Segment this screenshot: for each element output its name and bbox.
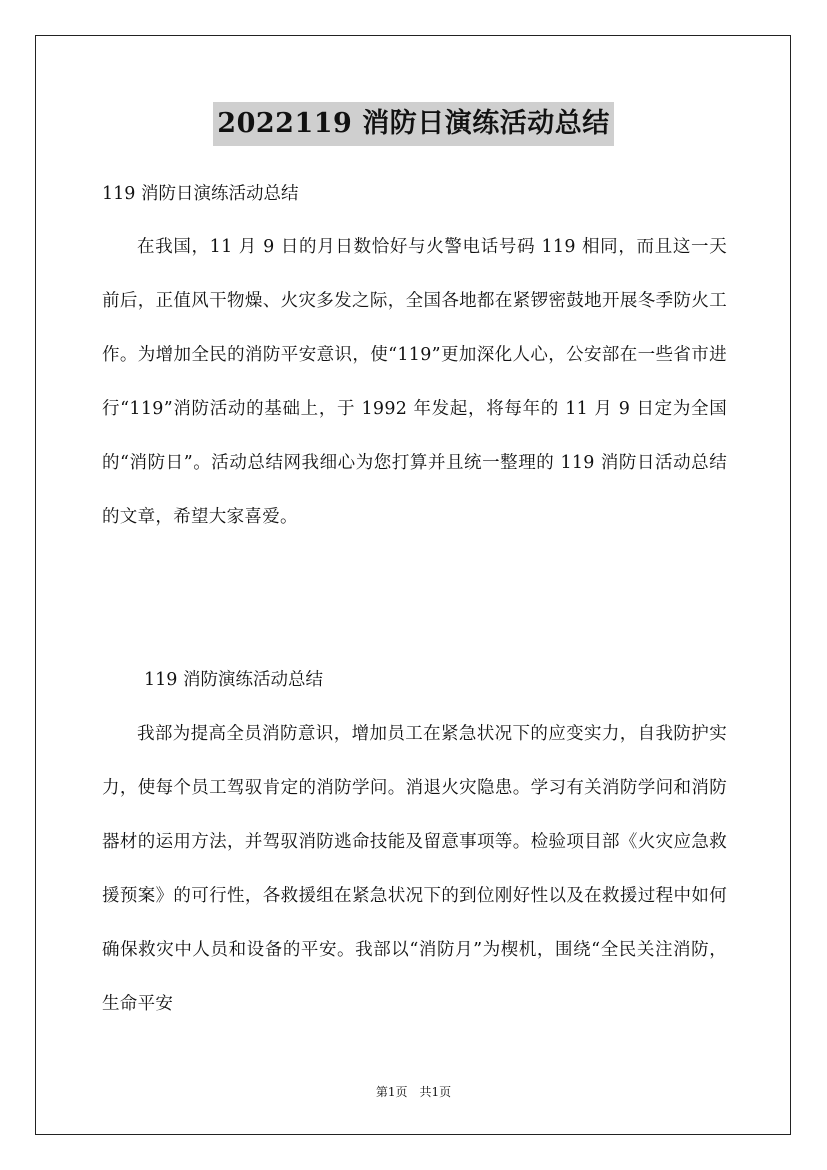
- section-heading: 119 消防演练活动总结: [144, 670, 323, 690]
- document-subtitle: 119 消防日演练活动总结: [102, 184, 299, 204]
- paragraph-intro: 在我国，11 月 9 日的月日数恰好与火警电话号码 119 相同，而且这一天前后，正值风干物燥、火灾多发之际，全国各地都在紧锣密鼓地开展冬季防火工作。为增加全民的消防平安意识，使“119”更加深化人心，公安部在一些省市进行“119”消防活动的基础上，于 1992 年发起，将每年的 11 月 9 日定为全国的“消防日”。活动总结网我细心为您打算并且统一整理的 119 消防日活动总结的文章，希望大家喜爱。: [102, 237, 727, 527]
- document-title: 2022119 消防日演练活动总结: [213, 102, 613, 146]
- paragraph-drill: 我部为提高全员消防意识，增加员工在紧急状况下的应变实力，自我防护实力，使每个员工驾驭肯定的消防学问。消退火灾隐患。学习有关消防学问和消防器材的运用方法，并驾驭消防逃命技能及留意事项等。检验项目部《火灾应急救援预案》的可行性，各救援组在紧急状况下的到位刚好性以及在救援过程中如何确保救灾中人员和设备的平安。我部以“消防月”为楔机，围绕“全民关注消防，生命平安: [102, 724, 727, 1014]
- page-number: 第1页 共1页: [375, 1085, 452, 1099]
- title-container: [0, 102, 827, 146]
